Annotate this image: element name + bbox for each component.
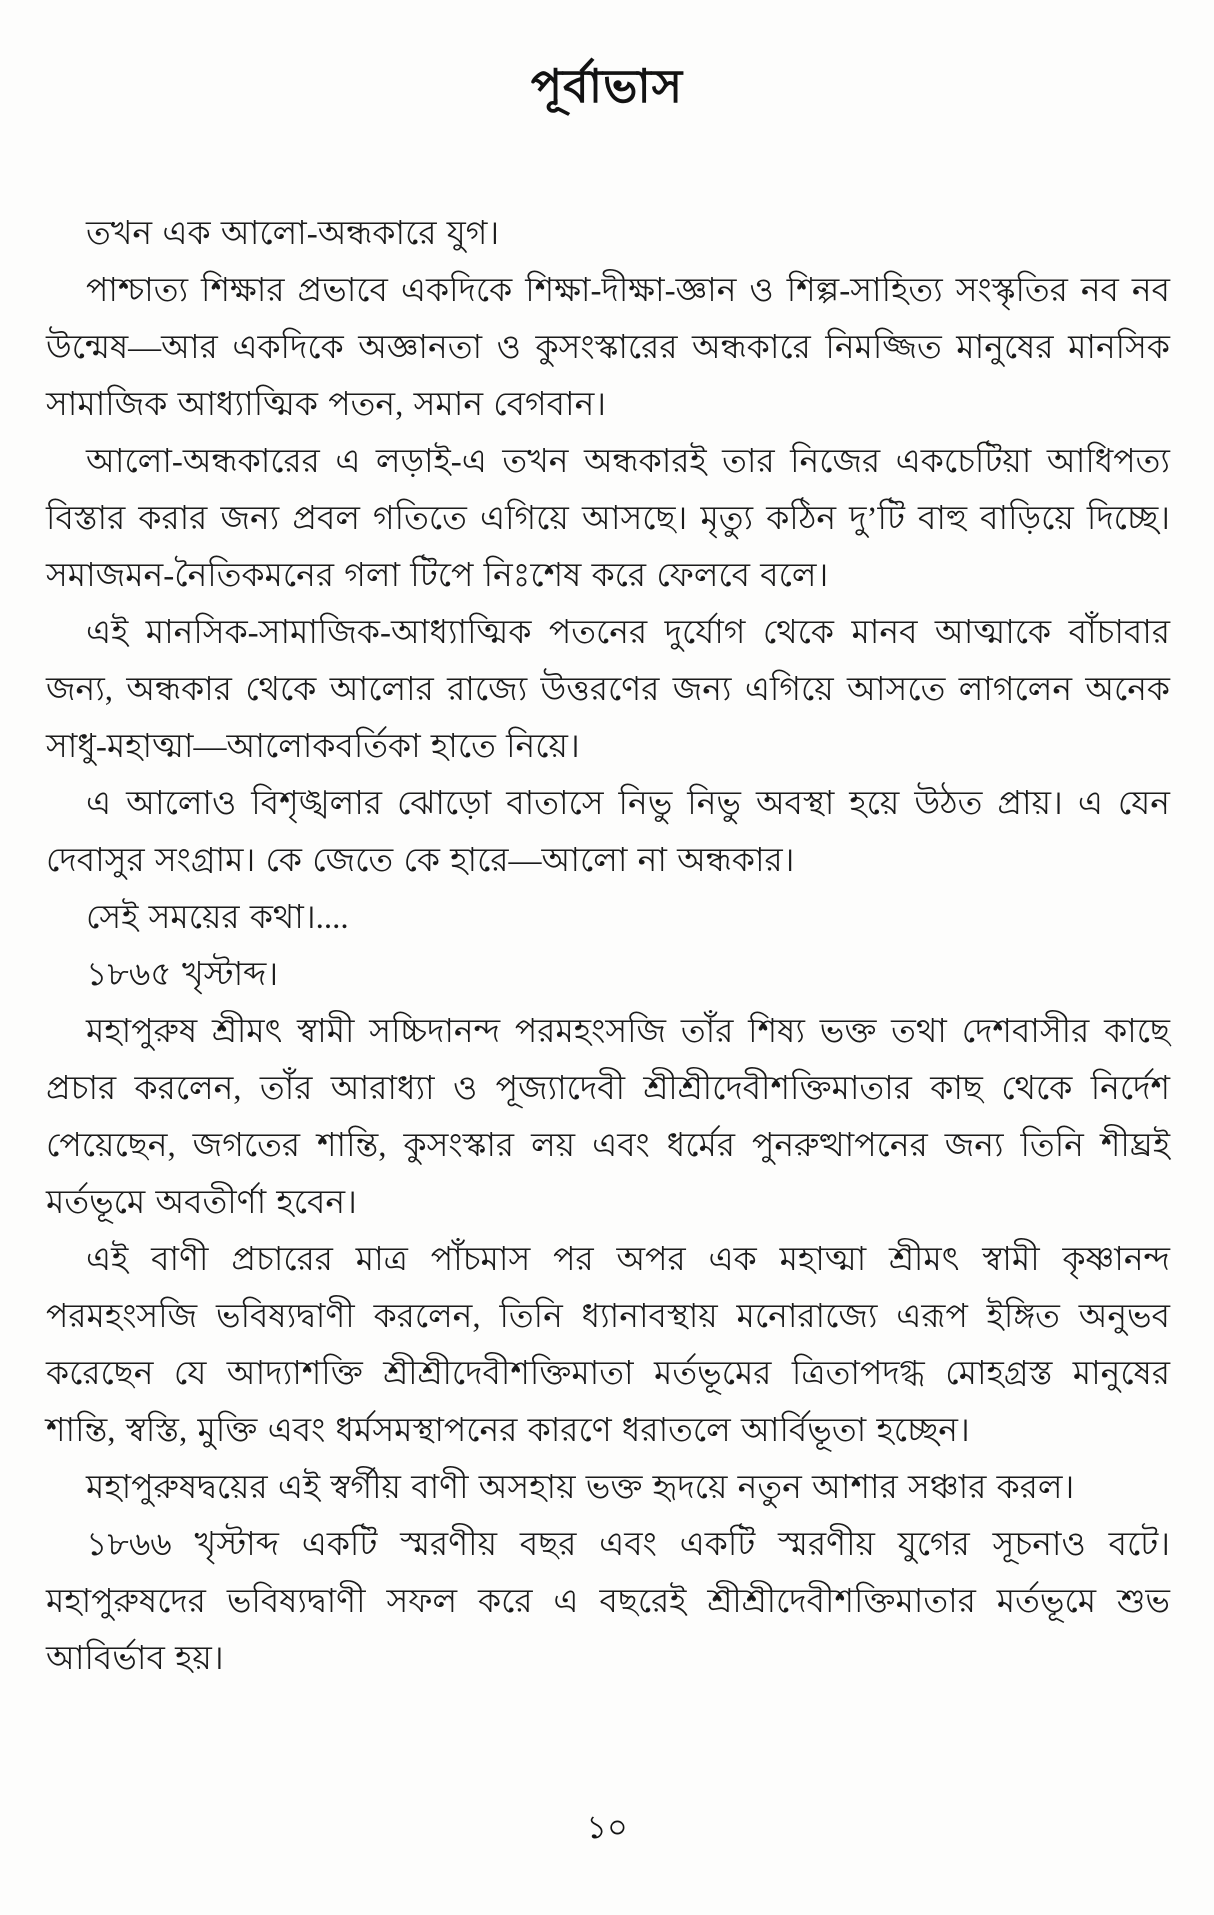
paragraph: মহাপুরুষ শ্রীমৎ স্বামী সচ্চিদানন্দ পরমহংসজি তাঁর শিষ্য ভক্ত তথা দেশবাসীর কাছে প্রচার করলেন, তাঁর আরাধ্যা ও পূজ্যাদেবী শ্রীশ্রীদেবীশক্তিমাতার কাছ থেকে নির্দেশ পেয়েছেন, জগতের শান্তি, কুসংস্কার লয় এবং ধর্মের পুনরুত্থাপনের জন্য তিনি শীঘ্রই মর্তভূমে অবতীর্ণা হবেন। [46, 1014, 1170, 1221]
paragraph: আলো-অন্ধকারের এ লড়াই-এ তখন অন্ধকারই তার নিজের একচেটিয়া আধিপত্য বিস্তার করার জন্য প্রবল গতিতে এগিয়ে আসছে। মৃত্যু কঠিন দু’টি বাহু বাড়িয়ে দিচ্ছে। সমাজমন-নৈতিকমনের গলা টিপে নিঃশেষ করে ফেলবে বলে। [46, 444, 1170, 594]
paragraph: ১৮৬৫ খৃস্টাব্দ। [86, 957, 279, 993]
body-text [46, 206, 1170, 1688]
paragraph: সেই সময়ের কথা।.... [86, 900, 349, 936]
page-number: ১০ [586, 1809, 628, 1845]
paragraph: পাশ্চাত্য শিক্ষার প্রভাবে একদিকে শিক্ষা-দীক্ষা-জ্ঞান ও শিল্প-সাহিত্য সংস্কৃতির নব নব উন্মেষ—আর একদিকে অজ্ঞানতা ও কুসংস্কারের অন্ধকারে নিমজ্জিত মানুষের মানসিক সামাজিক আধ্যাত্মিক পতন, সমান বেগবান। [46, 273, 1170, 423]
paragraph: তখন এক আলো-অন্ধকারে যুগ। [86, 216, 500, 252]
paragraph: ১৮৬৬ খৃস্টাব্দ একটি স্মরণীয় বছর এবং একটি স্মরণীয় যুগের সূচনাও বটে। মহাপুরুষদের ভবিষ্যদ্বাণী সফল করে এ বছরেই শ্রীশ্রীদেবীশক্তিমাতার মর্তভূমে শুভ আবির্ভাব হয়। [46, 1527, 1170, 1677]
paragraph: এই মানসিক-সামাজিক-আধ্যাত্মিক পতনের দুর্যোগ থেকে মানব আত্মাকে বাঁচাবার জন্য, অন্ধকার থেকে আলোর রাজ্যে উত্তরণের জন্য এগিয়ে আসতে লাগলেন অনেক সাধু-মহাত্মা—আলোকবর্তিকা হাতে নিয়ে। [46, 615, 1170, 765]
page-title: পূর্বাভাস [530, 61, 684, 112]
paragraph: মহাপুরুষদ্বয়ের এই স্বর্গীয় বাণী অসহায় ভক্ত হৃদয়ে নতুন আশার সঞ্চার করল। [86, 1470, 1075, 1506]
paragraph: এ আলোও বিশৃঙ্খলার ঝোড়ো বাতাসে নিভু নিভু অবস্থা হয়ে উঠত প্রায়। এ যেন দেবাসুর সংগ্রাম। কে জেতে কে হারে—আলো না অন্ধকার। [46, 786, 1170, 879]
paragraph: এই বাণী প্রচারের মাত্র পাঁচমাস পর অপর এক মহাত্মা শ্রীমৎ স্বামী কৃষ্ণানন্দ পরমহংসজি ভবিষ্যদ্বাণী করলেন, তিনি ধ্যানাবস্থায় মনোরাজ্যে এরূপ ইঙ্গিত অনুভব করেছেন যে আদ্যাশক্তি শ্রীশ্রীদেবীশক্তিমাতা মর্তভূমের ত্রিতাপদগ্ধ মোহগ্রস্ত মানুষের শান্তি, স্বস্তি, মুক্তি এবং ধর্মসমস্থাপনের কারণে ধরাতলে আর্বিভূতা হচ্ছেন। [46, 1242, 1170, 1449]
